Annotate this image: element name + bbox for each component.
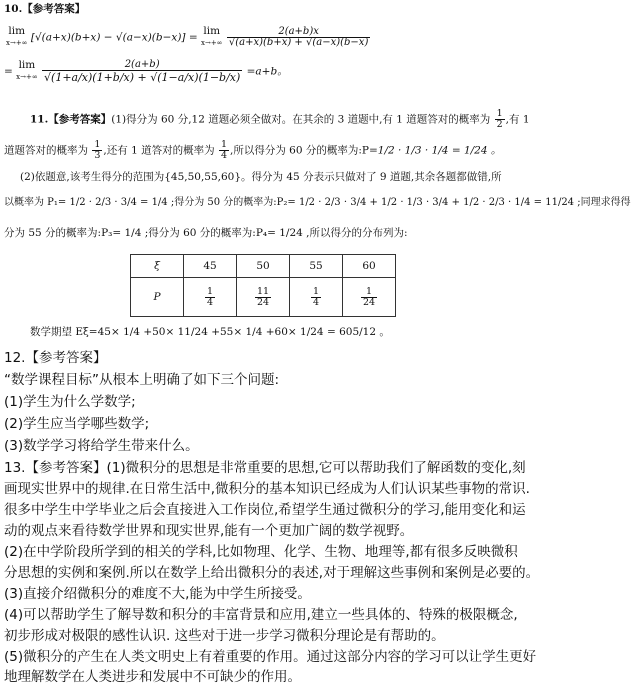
frac-den: 24 [256,296,270,308]
q13-line: 地理解数学在人类进步和发展中不可缺少的作用。 [4,669,301,685]
frac-den: 4 [220,150,227,161]
q12-line-4: (3)数学学习将给学生带来什么。 [4,438,199,454]
q10-eq2-suffix: =a+b。 [246,65,288,78]
q11-p1-text-a: (1)得分为 60 分,12 道题必须全做对。在其余的 3 道题中,有 1 道题答对的概率为 [111,113,491,126]
q10-heading: 10.【参考答案】 [4,3,86,15]
frac-num: 11 [256,285,270,297]
q11-p1-calc: 1/2 · 1/3 · 1/4 = 1/24 。 [377,144,502,157]
q11-expectation: 数学期望 Eξ=45× 1/4 +50× 11/24 +55× 1/4 +60× 1/24 = 605/12 。 [30,326,390,338]
frac-den: 4 [312,296,320,308]
table-prob [290,278,343,317]
table-prob [343,278,396,317]
q10-num2: 2(a+b) [42,60,242,71]
q13-line: 初步形成对极限的感性认识. 这些对于进一步学习微积分理论是有帮助的。 [4,628,445,644]
table-header-label: ξ [131,255,184,278]
table-value: 50 [237,255,290,278]
frac-num: 1 [496,108,503,119]
q10-den1: √(a+x)(b+x) + √(a−x)(b−x) [228,37,369,48]
lim-word-1: lim [8,25,26,37]
lim-sub-3: x→+∞ [16,73,38,81]
frac-num: 1 [312,285,320,297]
table-value: 55 [290,255,343,278]
q10-num1: 2(a+b)x [227,27,371,38]
q11-p1-line-a [30,109,530,130]
q13-line: (4)可以帮助学生了解导数和积分的丰富背景和应用,建立一些具体的、特殊的极限概念, [4,607,518,623]
q12-heading: 12.【参考答案】 [4,350,107,366]
frac-num: 1 [220,139,227,150]
q10-lhs: [√(a+x)(b+x) − √(a−x)(b−x)] = [30,31,198,44]
lim-sub-1: x→+∞ [6,39,28,47]
frac-den: 4 [206,296,214,308]
q11-p1-text-b: 道题答对的概率为 [4,144,88,157]
frac-den: 24 [362,296,376,308]
q11-p2-line-c: 分为 55 分的概率为:P₃= 1/4 ;得分为 60 分的概率为:P₄= 1/24 ,所以得分的分布列为: [4,227,408,239]
q11-heading: 11.【参考答案】 [30,113,112,126]
q11-p2-line-a: (2)依题意,该考生得分的范围为{45,50,55,60}。得分为 45 分表示只做对了 9 道题,其余各题都做错,所 [20,171,502,183]
q11-p1-line-b [4,140,501,161]
q10-limit-line-2 [4,60,288,83]
q13-line: (5)微积分的产生在人类文明史上有着重要的作用。通过这部分内容的学习可以让学生更好 [4,649,537,665]
q10-limit-line-1 [6,26,371,49]
q11-p1-text-b-end: ,所以得分为 60 分的概率为:P= [229,144,378,157]
table-prob [184,278,237,317]
q12-line-2: (1)学生为什么学数学; [4,394,136,410]
q11-p1-text-a-end: ,有 1 [505,113,530,126]
frac-num: 1 [361,287,377,298]
distribution-table [130,254,396,317]
q13-line: (3)直接介绍微积分的难度不大,能为中学生所接受。 [4,586,311,602]
table-row-label: P [131,278,184,317]
frac-num: 1 [94,139,101,150]
q12-line-1: “数学课程目标”从根本上明确了如下三个问题: [4,372,280,388]
q12-line-3: (2)学生应当学哪些数学; [4,416,150,432]
q10-eq2-prefix: = [4,65,13,78]
table-prob [237,278,290,317]
q13-line: 动的观点来看待数学世界和现实世界,能有一个更加广阔的数学视野。 [4,523,414,539]
q13-line: 画现实世界中的规律.在日常生活中,微积分的基本知识已经成为人们认识某些事物的常识. [4,481,530,497]
q13-line: (2)在中学阶段所学到的相关的学科,比如物理、化学、生物、地理等,都有很多反映微积 [4,544,518,560]
q10-den2: √(1+a/x)(1+b/x) + √(1−a/x)(1−b/x) [44,71,241,84]
lim-word-2: lim [203,25,221,37]
q13-line: 13.【参考答案】(1)微积分的思想是非常重要的思想,它可以帮助我们了解函数的变化,刻 [4,460,526,476]
frac-den: 2 [496,119,503,130]
q13-line: 分思想的实例和案例.所以在数学上给出微积分的表述,对于理解这些事例和案例是必要的。 [4,565,540,581]
q11-p2-line-b: 以概率为 P₁= 1/2 · 2/3 · 3/4 = 1/4 ;得分为 50 分的概率为:P₂= 1/2 · 2/3 · 3/4 + 1/2 · 1/3 · 3/4 + 1/2 · 2/3 · 1/4 = 11/24 ;同理求得得 [4,197,631,208]
lim-word-3: lim [18,59,36,71]
table-value: 45 [184,255,237,278]
q11-p1-text-b-mid: ,还有 1 道答对的概率为 [103,144,215,157]
frac-den: 3 [94,150,101,161]
table-value: 60 [343,255,396,278]
frac-num: 1 [206,285,214,297]
lim-sub-2: x→+∞ [201,39,223,47]
q13-line: 很多中学生中学毕业之后会直接进入工作岗位,希望学生通过微积分的学习,能用变化和运 [4,502,526,518]
